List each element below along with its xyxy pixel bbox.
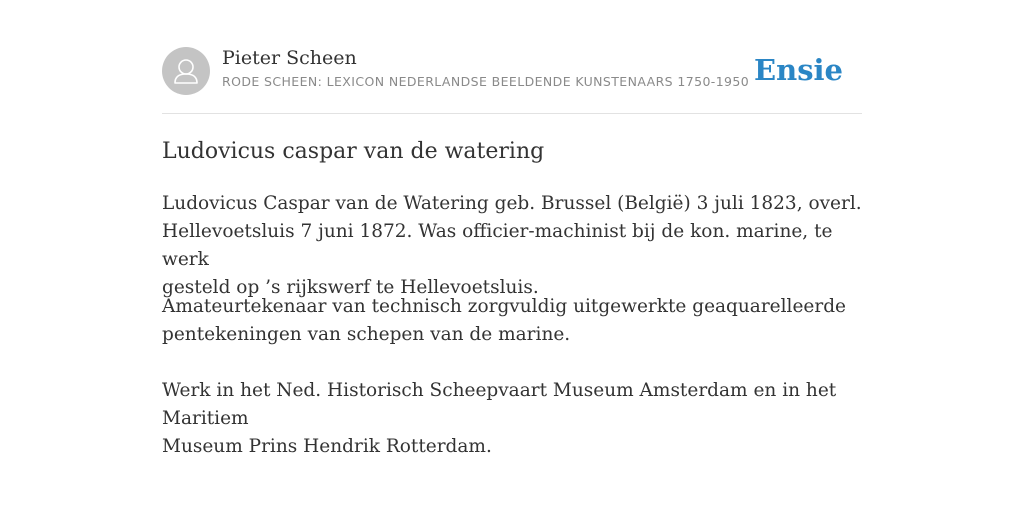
author-name[interactable]: Pieter Scheen: [222, 47, 357, 69]
source-name[interactable]: RODE SCHEEN: LEXICON NEDERLANDSE BEELDENDE KUNSTENAARS 1750-1950: [222, 74, 750, 89]
paragraph-line: Museum Prins Hendrik Rotterdam.: [162, 436, 492, 457]
paragraph-line: pentekeningen van schepen van de marine.: [162, 324, 571, 345]
author-avatar[interactable]: [162, 47, 210, 95]
article-paragraph: [162, 377, 862, 461]
paragraph-line: Amateurtekenaar van technisch zorgvuldig uitgewerkte geaquarelleerde: [162, 296, 846, 317]
header: [162, 46, 862, 96]
article-title: Ludovicus caspar van de watering: [162, 139, 545, 164]
user-icon: [162, 47, 210, 95]
article-paragraph: [162, 293, 862, 349]
site-logo[interactable]: Ensie: [754, 53, 843, 87]
paragraph-line: Ludovicus Caspar van de Watering geb. Brussel (België) 3 juli 1823, overl.: [162, 193, 862, 214]
paragraph-line: Hellevoetsluis 7 juni 1872. Was officier-machinist bij de kon. marine, te werk: [162, 221, 833, 270]
article-paragraph: [162, 190, 862, 302]
header-divider: [162, 113, 862, 114]
paragraph-line: Werk in het Ned. Historisch Scheepvaart Museum Amsterdam en in het Maritiem: [162, 380, 837, 429]
paragraph-line: gesteld op ’s rijkswerf te Hellevoetsluis.: [162, 277, 539, 298]
